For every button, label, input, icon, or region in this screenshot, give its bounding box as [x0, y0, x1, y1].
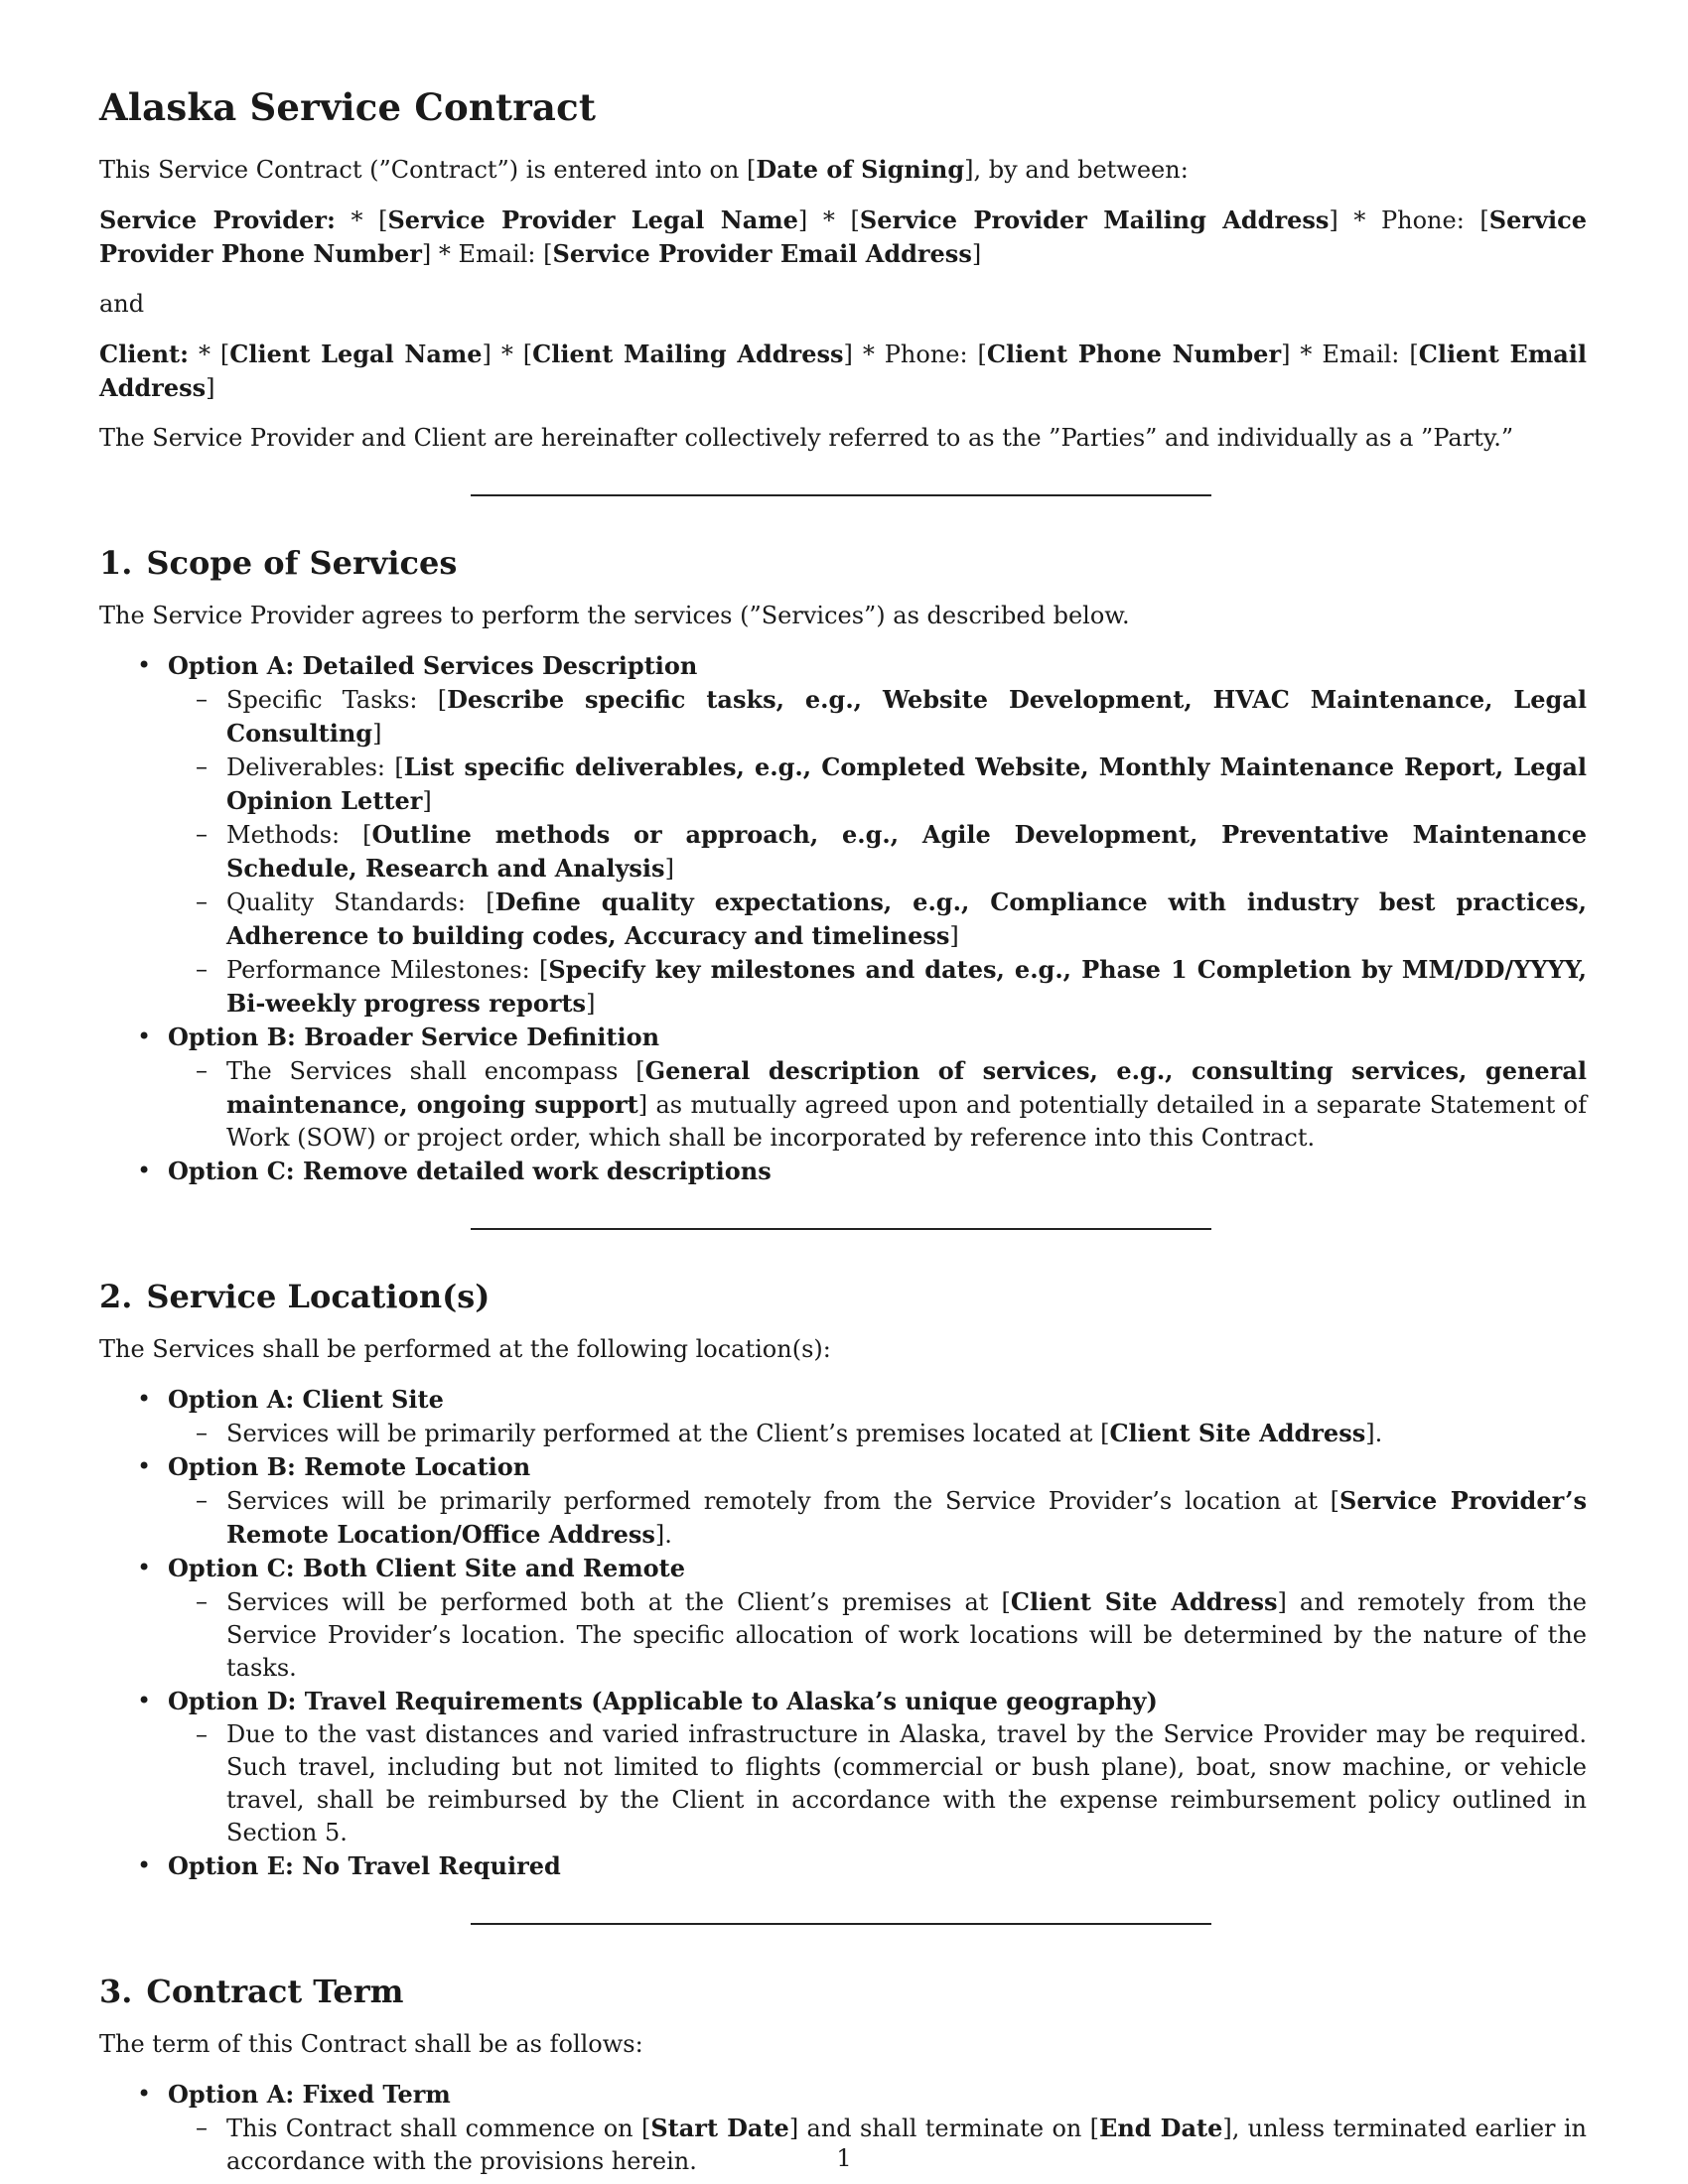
section-3-heading: 3. Contract Term — [99, 1973, 404, 2010]
client-email-placeholder: Client Email Address — [99, 340, 1588, 402]
list-item: – Methods: [Outline methods or approach, e.g., Agile Development, Preventative Maintenance Schedule, Research and Analysis] — [168, 818, 1587, 886]
list-item: – Specific Tasks: [Describe specific tasks, e.g., Website Development, HVAC Maintenance, Legal Consulting] — [168, 683, 1587, 751]
section-3-intro: The term of this Contract shall be as follows: — [99, 2030, 643, 2058]
parties-paragraph: The Service Provider and Client are hereinafter collectively referred to as the ”Parties” and individually as a ”Party.” — [99, 424, 1514, 452]
list-item: • Option A: Client Site – Services will be primarily performed at the Client’s premises located at [Client Site Address]. — [99, 1383, 1587, 1450]
service-provider-label: Service Provider: — [99, 205, 336, 234]
list-item: – Due to the vast distances and varied infrastructure in Alaska, travel by the Service Provider may be required. Such travel, including but not limited to flights (commercial or bush plane), boat, snow machine, or vehicle travel, shall be reimbursed by the Client in accordance with the expense reimbursement policy outlined in Section 5. — [168, 1718, 1587, 1849]
list-item: • Option D: Travel Requirements (Applicable to Alaska’s unique geography) – Due to the vast distances and varied infrastructure in Alaska, travel by the Service Provider may be required. Such travel, including but not limited to flights (commercial or bush plane), boat, snow machine, or vehicle travel, shall be reimbursed by the Client in accordance with the expense reimbursement policy outlined in Section 5. — [99, 1685, 1587, 1849]
provider-address-placeholder: Service Provider Mailing Address — [859, 205, 1330, 234]
list-item: • Option C: Remove detailed work descriptions — [99, 1155, 1587, 1188]
document-page — [99, 85, 1587, 2178]
section-2-heading: 2. Service Location(s) — [99, 1278, 491, 1315]
provider-name-placeholder: Service Provider Legal Name — [387, 205, 798, 234]
client-phone-placeholder: Client Phone Number — [986, 340, 1282, 368]
client-label: Client: — [99, 340, 189, 368]
list-item: • Option A: Detailed Services Description – Specific Tasks: [Describe specific tasks, e.g., Website Development, HVAC Maintenance, Legal Consulting] – Deliverables: [List specific deliverables, e.g., Completed Website, Monthly Maintenance Report, Legal Opinion Letter] – Methods: [Outline methods or approach, e.g., Agile Development, Preventative Maintenance Schedule, Research and Analysis] – Quality Standards: [Define quality expectations, e.g., Compliance with industry best practices, Adherence to building codes, Accuracy and timeliness] – Performance Milestones: [Specify key milestones and dates, e.g., Phase 1 Completion by MM/DD/YYYY, Bi-weekly progress reports] — [99, 649, 1587, 1021]
provider-phone-placeholder: Service Provider Phone Number — [99, 205, 1587, 268]
date-of-signing-placeholder: Date of Signing — [756, 155, 965, 184]
section-1-intro: The Service Provider agrees to perform the services (”Services”) as described below. — [99, 602, 1130, 629]
client-name-placeholder: Client Legal Name — [229, 340, 483, 368]
horizontal-rule — [471, 494, 1211, 496]
and-text: and — [99, 290, 145, 318]
intro-paragraph: This Service Contract (”Contract”) is entered into on [Date of Signing], by and between: — [99, 155, 1189, 184]
section-1-options — [99, 649, 1587, 1188]
list-item: • Option A: Fixed Term – This Contract shall commence on [Start Date] and shall terminate on [End Date], unless terminated earlier in accordance with the provisions herein. — [99, 2078, 1587, 2178]
list-item: • Option C: Both Client Site and Remote – Services will be performed both at the Client’s premises at [Client Site Address] and remotely from the Service Provider’s location. The specific allocation of work locations will be determined by the nature of the tasks. — [99, 1552, 1587, 1685]
list-item: – This Contract shall commence on [Start Date] and shall terminate on [End Date], unless terminated earlier in accordance with the provisions herein. — [168, 2112, 1587, 2178]
section-1-heading: 1. Scope of Services — [99, 544, 458, 582]
list-item: – The Services shall encompass [General description of services, e.g., consulting services, general maintenance, ongoing support] as mutually agreed upon and potentially detailed in a separate Statement of Work (SOW) or project order, which shall be incorporated by reference into this Contract. — [168, 1054, 1587, 1155]
list-item: – Services will be primarily performed remotely from the Service Provider’s location at [Service Provider’s Remote Location/Office Address]. — [168, 1484, 1587, 1552]
page-number: 1 — [836, 2144, 852, 2172]
horizontal-rule — [471, 1923, 1211, 1925]
section-2-options — [99, 1383, 1587, 1883]
list-item: – Performance Milestones: [Specify key milestones and dates, e.g., Phase 1 Completion by MM/DD/YYYY, Bi-weekly progress reports] — [168, 953, 1587, 1021]
list-item: – Deliverables: [List specific deliverables, e.g., Completed Website, Monthly Maintenance Report, Legal Opinion Letter] — [168, 751, 1587, 818]
horizontal-rule — [471, 1228, 1211, 1230]
list-item: • Option B: Broader Service Definition – The Services shall encompass [General description of services, e.g., consulting services, general maintenance, ongoing support] as mutually agreed upon and potentially detailed in a separate Statement of Work (SOW) or project order, which shall be incorporated by reference into this Contract. — [99, 1021, 1587, 1155]
list-item: – Services will be performed both at the Client’s premises at [Client Site Address] and remotely from the Service Provider’s location. The specific allocation of work locations will be determined by the nature of the tasks. — [168, 1585, 1587, 1685]
client-address-placeholder: Client Mailing Address — [532, 340, 844, 368]
list-item: • Option E: No Travel Required — [99, 1849, 1587, 1883]
list-item: – Quality Standards: [Define quality expectations, e.g., Compliance with industry best practices, Adherence to building codes, Accuracy and timeliness] — [168, 886, 1587, 953]
provider-email-placeholder: Service Provider Email Address — [552, 239, 972, 268]
section-2-intro: The Services shall be performed at the following location(s): — [99, 1335, 831, 1363]
service-provider-block: Service Provider: * [Service Provider Legal Name] * [Service Provider Mailing Address] * Phone: [Service Provider Phone Number] * Email: [Service Provider Email Address] — [99, 205, 1587, 268]
list-item: – Services will be primarily performed at the Client’s premises located at [Client Site Address]. — [168, 1417, 1587, 1450]
document-title: Alaska Service Contract — [99, 85, 597, 129]
client-block: Client: * [Client Legal Name] * [Client Mailing Address] * Phone: [Client Phone Number] * Email: [Client Email Address] — [99, 340, 1588, 402]
list-item: • Option B: Remote Location – Services will be primarily performed remotely from the Service Provider’s location at [Service Provider’s Remote Location/Office Address]. — [99, 1450, 1587, 1552]
